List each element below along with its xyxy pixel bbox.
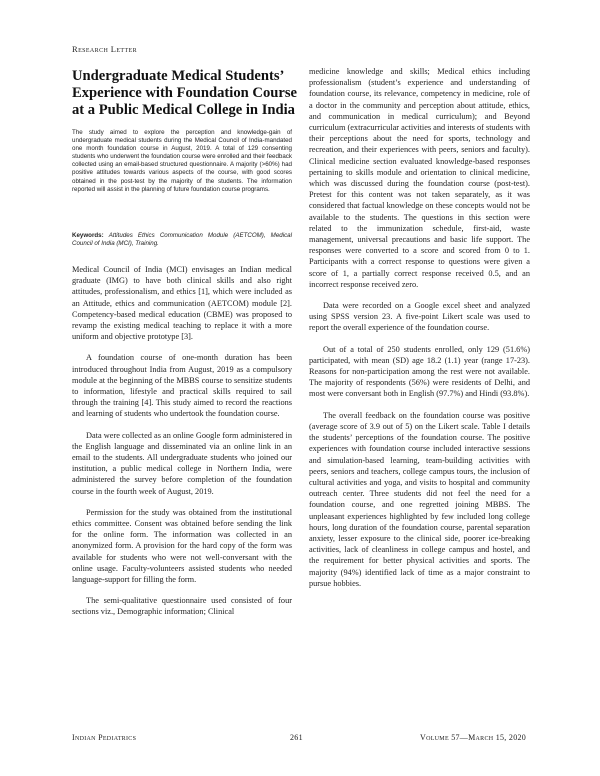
paragraph: medicine knowledge and skills; Medical ethics including professionalism (student’s experience and understanding of foundation course, its relevance, competency in medicine, role of a doctor in the community and perception about attitude, ethics, and communication in medical curriculum); and Beyond curriculum (extracurricular activities and interests of students with their perceptions about the need for sports, technology and recreation, and their experiences with peers, seniors and faculty). Clinical medicine section evaluated knowledge-based responses pertaining to skills module and orientation to clinical medicine, which was discussed during the foundation course (post-test). Pretest for this content was not taken separately, as it was considered that factual knowledge on these concepts would not be available to the students. The questions in this section were related to the immunization schedule, first-aid, waste management, universal precautions and basic life support. The responses were converted to a score and scored from 0 to 1. Participants with a correct response to questions were given a score of 1, a partially correct response received 0.5, and an incorrect response received zero. [309,67,530,289]
paragraph: The overall feedback on the foundation course was positive (average score of 3.9 out of 5) on the Likert scale. Table I details the students’ perceptions of the foundation course. The positive experiences with foundation course included interactive sessions and simulation-based learning, team-building activities with peers, seniors and teachers, college campus tours, the inclusion of cultural activities and yoga, and visits to hospital and community outreach center. Three students did not feel the need for a foundation course, and one regretted joining MBBS. The unpleasant experiences highlighted by few included long college hours, long duration of the foundation course, parental separation anxiety, lesser exposure to the clinical side, poorer ice-breaking activities, lack of cleanliness in college campus and hostel, and the requirement for better physical activities and sports. The majority (94%) identified lack of time as a major constraint to pursue hobbies. [309,410,530,588]
paragraph: The semi-qualitative questionnaire used consisted of four sections viz., Demographic information; Clinical [72,596,292,617]
right-column [309,66,530,599]
paragraph: Medical Council of India (MCI) envisages an Indian medical graduate (IMG) to have both clinical skills and also right attitudes, professionalism, and ethics [1], which were included as an Attitude, ethics and communication (AETCOM) module [2]. Competency-based medical education (CBME) was proposed to revamp the existing medical teaching to replace it with a more uniform and objective prototype [3]. [72,265,292,342]
footer-volume: Volume 57—March 15, 2020 [420,733,527,742]
paragraph: Permission for the study was obtained from the institutional ethics committee. Consent was obtained before sending the link for the online form. The information was collected in an anonymized form. A provision for the hard copy of the form was available for students who were not well-conversant with the online usage. Faculty-volunteers assisted students who needed language-support for filling the form. [72,507,292,585]
paragraph: Data were recorded on a Google excel sheet and analyzed using SPSS version 23. A five-point Likert scale was used to report the overall experience of the foundation course. [309,301,530,333]
paragraph: Out of a total of 250 students enrolled, only 129 (51.6%) participated, with mean (SD) age 18.2 (1.1) year (range 17-23). Reasons for non-participation among the rest were not available. The majority of respondents (56%) were residents of Delhi, and most were conversant both in English (97.7%) and Hindi (93.8%). [309,344,530,399]
keywords-text: Attitudes Ethics Communication Module (AETCOM), Medical Council of India (MCI), Training. [72,232,292,248]
keywords [72,232,292,248]
footer-journal: Indian Pediatrics [72,733,137,742]
article-title: Undergraduate Medical Students’ Experience with Foundation Course at a Public Medical College in India [72,68,297,118]
paragraph: A foundation course of one-month duration has been introduced throughout India from August, 2019 as a compulsory module at the beginning of the MBBS course to sensitize students to information, lifestyle and practical skills required to sail through the training [4]. This study aimed to record the reactions and learning of students who undertook the foundation course. [72,353,292,419]
paragraph: Data were collected as an online Google form administered in the English language and disseminated via an online link in an email to the students. All undergraduate students who joined our institution, a public medical college in Northern India, were administered the survey before completion of the foundation course in the fourth week of August, 2019. [72,430,292,496]
abstract: The study aimed to explore the perception and knowledge-gain of undergraduate medical students during the Medical Council of India-mandated one month foundation course in August, 2019. A total of 129 consenting students who underwent the foundation course were enrolled and their feedback collected using an email-based structured questionnaire. A majority (>60%) had positive attitudes towards various aspects of the course, with good scores obtained in the post-test by the majority of the students. The information reported will assist in the planning of future foundation course programs. [72,129,292,193]
footer-page-number: 261 [290,733,303,742]
keywords-label: Keywords: [72,232,104,239]
section-label: Research Letter [72,44,137,54]
left-column [72,264,292,628]
